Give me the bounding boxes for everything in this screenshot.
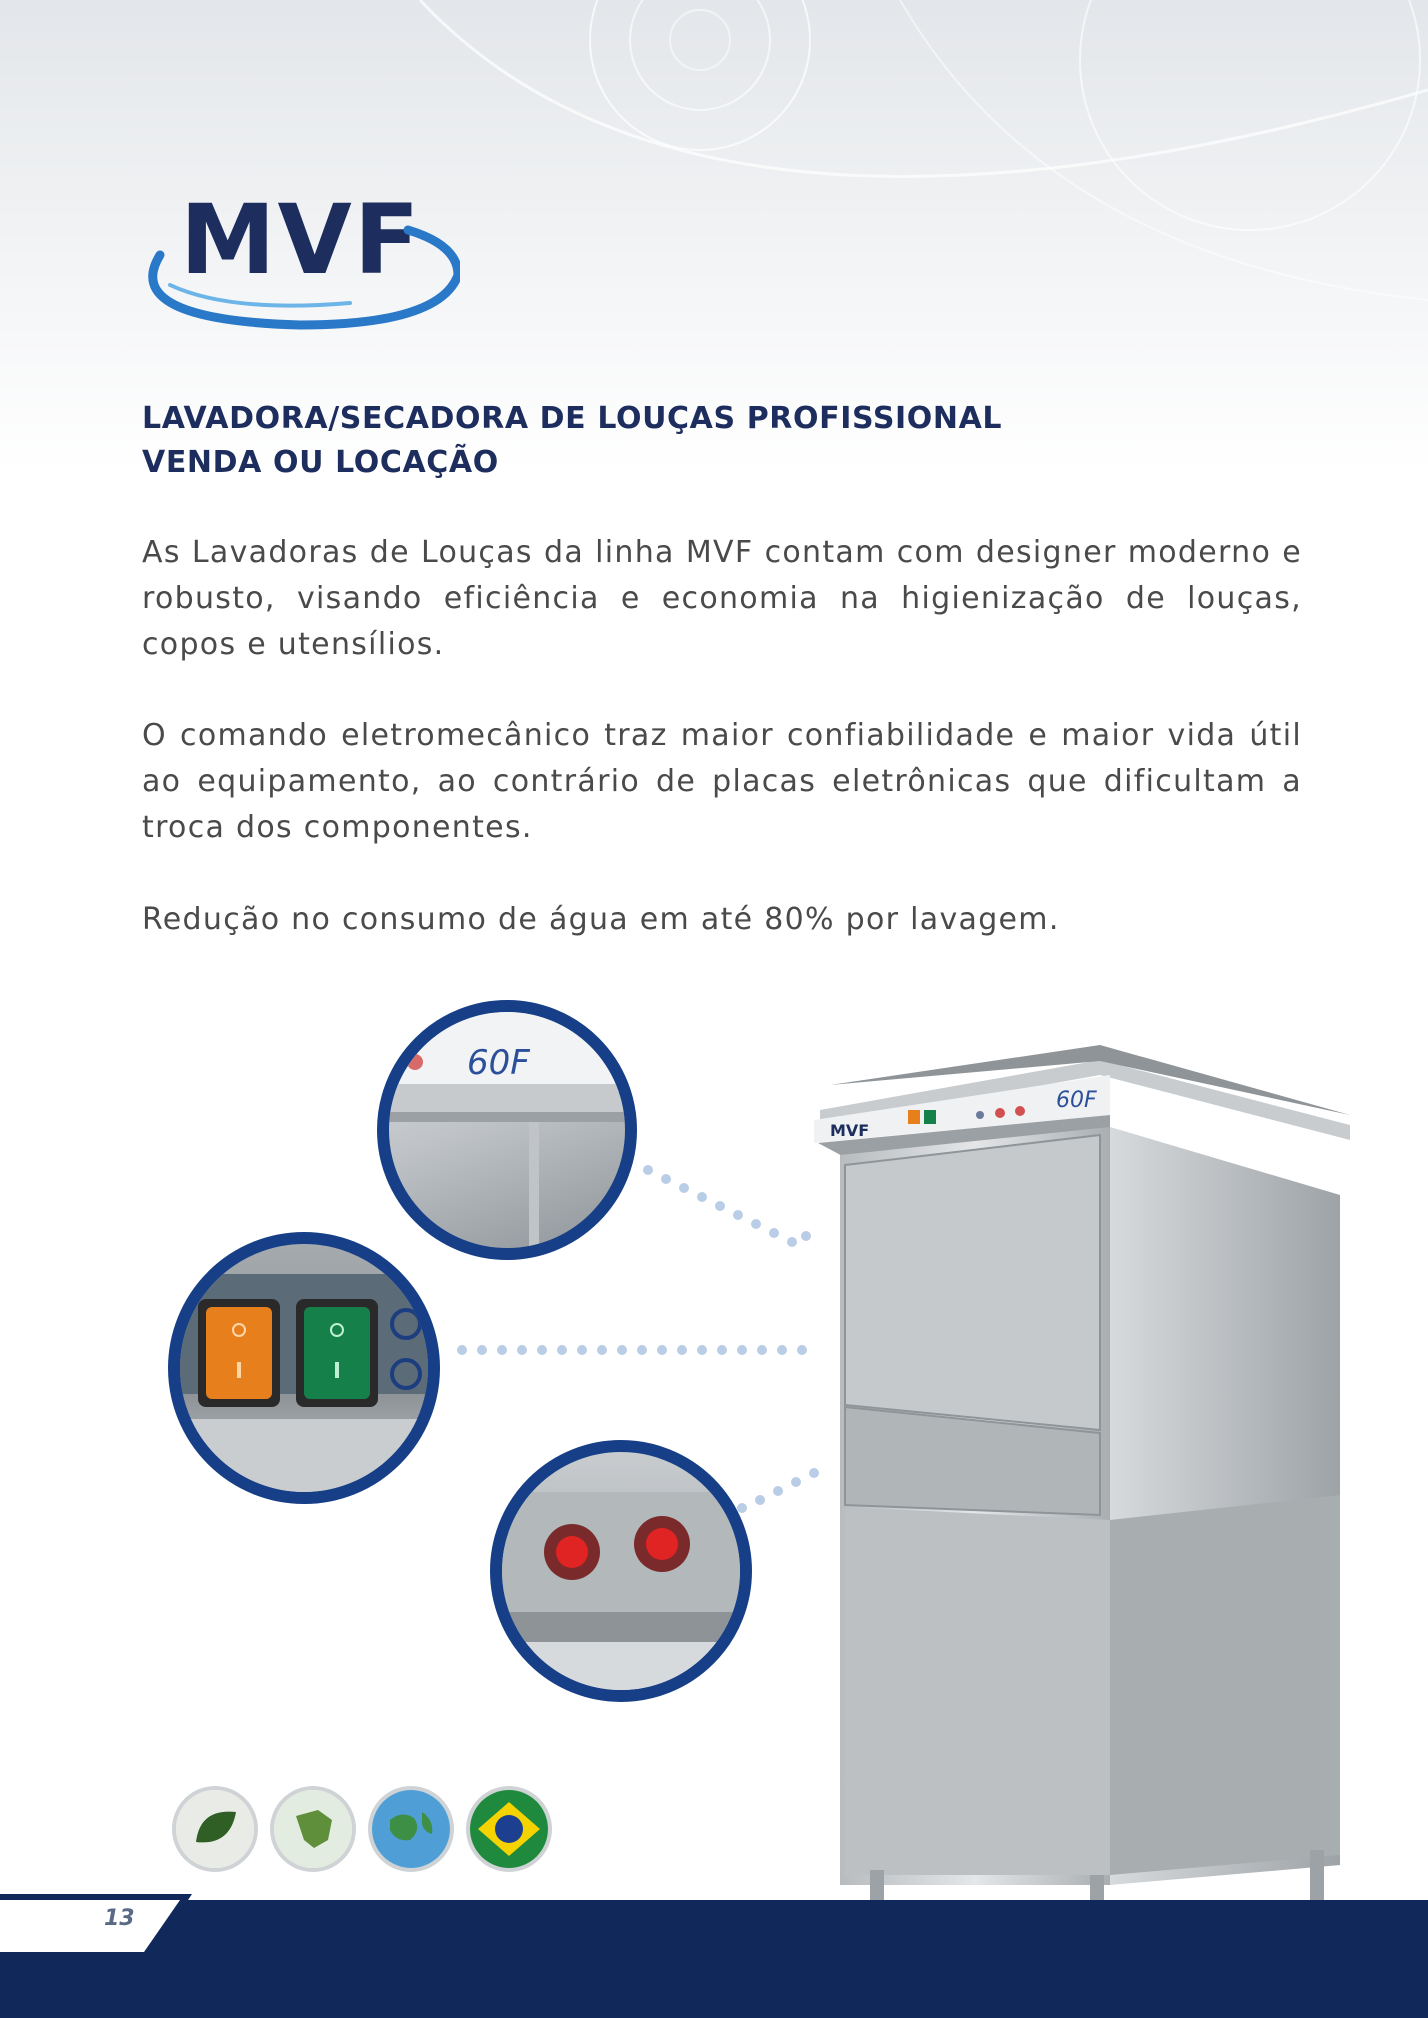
panel-model-label: 60F xyxy=(1056,1088,1097,1113)
brazil-flag-badge xyxy=(470,1790,548,1868)
dishwasher-product-image xyxy=(790,1015,1350,1915)
certification-badges xyxy=(176,1790,548,1880)
heading-line-2: VENDA OU LOCAÇÃO xyxy=(142,445,499,480)
page-heading xyxy=(142,397,1292,485)
heading-line-1: LAVADORA/SECADORA DE LOUÇAS PROFISSIONAL xyxy=(142,401,1003,436)
zoom-leds-detail xyxy=(490,1440,752,1702)
zoom-model-label: 60F xyxy=(467,1043,530,1083)
page-number: 13 xyxy=(104,1906,135,1931)
globe-badge xyxy=(372,1790,450,1868)
water-saving-paragraph: Redução no consumo de água em até 80% por lavagem. xyxy=(142,902,1060,937)
zoom-switches-detail xyxy=(168,1232,440,1504)
svg-text:MVF: MVF xyxy=(180,185,422,296)
zoom-panel-detail xyxy=(377,1000,637,1260)
sustainability-leaf-badge xyxy=(176,1790,254,1868)
page-number-tab xyxy=(0,1890,200,1960)
description-paragraph: As Lavadoras de Louças da linha MVF contam com designer moderno e robusto, visando eficiência e economia na higienização de louças, copos e utensílios. xyxy=(142,535,1302,662)
control-paragraph: O comando eletromecânico traz maior confiabilidade e maior vida útil ao equipamento, ao contrário de placas eletrônicas que dificultam a troca dos componentes. xyxy=(142,718,1302,845)
brazil-map-badge xyxy=(274,1790,352,1868)
mvf-logo xyxy=(140,185,460,335)
footer-bar xyxy=(0,1900,1428,2018)
panel-logo-text: MVF xyxy=(830,1121,870,1140)
